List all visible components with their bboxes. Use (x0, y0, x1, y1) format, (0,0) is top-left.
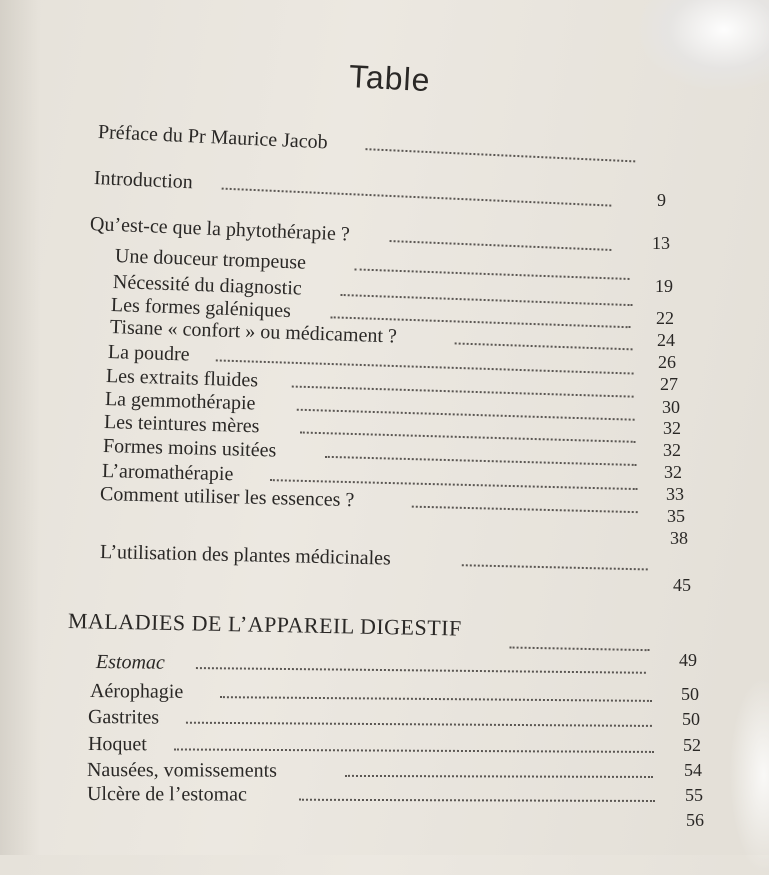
dot-leader (220, 696, 652, 702)
toc-label: Nausées, vomissements (86, 759, 278, 782)
toc-label: Introduction (93, 167, 194, 194)
toc-page-number: 33 (666, 484, 684, 504)
toc-entry-gastrites (88, 705, 660, 733)
toc-label: Préface du Pr Maurice Jacob (97, 121, 329, 154)
toc-page-number: 35 (667, 506, 685, 526)
page-title: Table (348, 58, 432, 99)
toc-page-number: 54 (684, 760, 702, 780)
toc-entry-preface (97, 120, 638, 168)
toc-entry-utilisation (100, 540, 660, 577)
dot-leader (345, 775, 653, 778)
toc-page-number: 32 (663, 440, 681, 460)
toc-page-last: 56 (686, 810, 704, 830)
toc-label: Nécessité du diagnostic (112, 271, 303, 300)
toc-page-number: 50 (681, 684, 699, 704)
toc-label: Aérophagie (89, 680, 184, 703)
toc-label: Comment utiliser les essences ? (99, 483, 355, 512)
toc-label: Formes moins usitées (102, 435, 277, 462)
toc-entry-estomac (96, 650, 656, 680)
toc-label: Les teintures mères (103, 411, 260, 438)
toc-page-38: 38 (670, 528, 688, 548)
dot-leader (174, 748, 654, 753)
toc-label: Hoquet (87, 733, 147, 756)
section-heading-row (68, 608, 648, 645)
dot-leader (186, 722, 652, 727)
toc-page-utilisation: 45 (673, 575, 691, 595)
toc-label: Tisane « confort » ou médicament ? (109, 316, 398, 348)
toc-label: Une douceur trompeuse (114, 245, 307, 274)
dot-leader (412, 506, 638, 514)
toc-page-number: 19 (655, 276, 673, 296)
toc-page-phytotherapie: 13 (652, 233, 670, 253)
toc-label: Estomac (95, 651, 166, 674)
toc-page-number: 32 (663, 418, 681, 438)
toc-label: L’utilisation des plantes médicinales (99, 541, 392, 570)
dot-leader (462, 564, 648, 570)
toc-page-number: 52 (683, 735, 701, 755)
toc-page-number: 55 (685, 785, 703, 805)
toc-label: Qu’est-ce que la phytothérapie ? (89, 213, 351, 246)
toc-entry-ulcere (87, 782, 661, 808)
toc-label: La poudre (107, 341, 190, 366)
toc-page-number: 24 (657, 330, 675, 350)
toc-page-introduction: 9 (657, 190, 666, 210)
toc-entry-nausees (87, 758, 661, 784)
toc-label: La gemmothérapie (104, 388, 256, 415)
toc-page-number: 50 (682, 709, 700, 729)
toc-entry-hoquet (88, 732, 662, 759)
dot-leader (455, 342, 633, 350)
dot-leader (325, 456, 637, 466)
toc-label: Les formes galéniques (110, 294, 292, 322)
toc-label: Ulcère de l’estomac (86, 783, 247, 806)
toc-entry-aerophagie (90, 679, 660, 708)
toc-page-number: 27 (660, 374, 678, 394)
dot-leader (355, 268, 630, 280)
toc-entry-introduction (93, 166, 624, 213)
toc-page-number: 32 (664, 462, 682, 482)
dot-leader (510, 646, 650, 651)
toc-label: Les extraits fluides (105, 365, 259, 392)
dot-leader (299, 799, 655, 802)
dot-leader (390, 240, 612, 251)
toc-page-number: 30 (662, 397, 680, 417)
toc-page-number: 22 (656, 308, 674, 328)
dot-leader (365, 148, 635, 162)
dot-leader (222, 188, 612, 207)
toc-label: Gastrites (87, 706, 160, 729)
section-heading: MALADIES DE L’APPAREIL DIGESTIF (67, 608, 462, 641)
toc-page-number: 26 (658, 352, 676, 372)
toc-label: L’aromathérapie (101, 460, 234, 486)
toc-page-number: 49 (679, 650, 697, 670)
dot-leader (196, 667, 646, 674)
